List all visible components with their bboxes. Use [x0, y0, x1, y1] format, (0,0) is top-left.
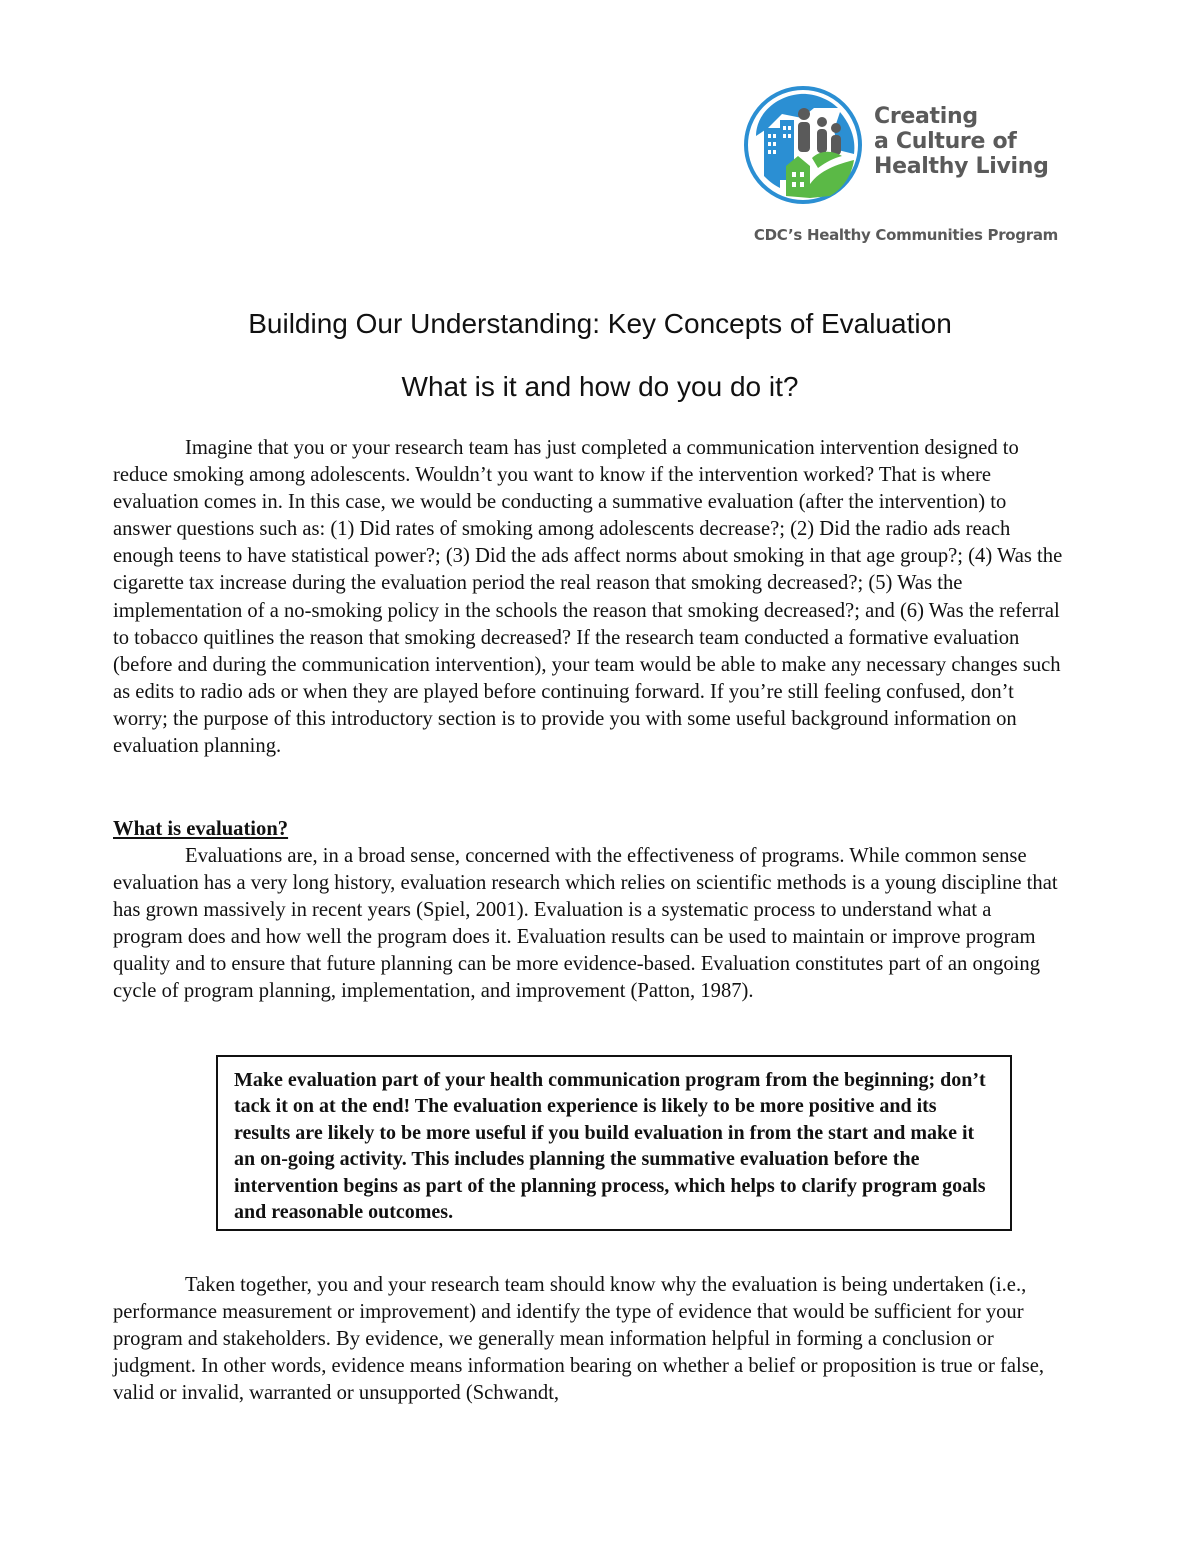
callout-box: Make evaluation part of your health communication program from the beginning; don’t tack it on at the end! The evaluation experience is likely to be more positive and its results are likely to be more useful if you build evaluation in from the start and make it an on-going activity. This includes planning the summative evaluation before the intervention begins as part of the planning process, which helps to clarify program goals and reasonable outcomes.	[216, 1055, 1012, 1231]
document-subtitle: What is it and how do you do it?	[401, 371, 799, 402]
logo-line-1: Creating	[874, 104, 978, 129]
cdc-logo	[742, 84, 1072, 254]
logo-wordmark	[874, 104, 1049, 179]
intro-paragraph: Imagine that you or your research team has just completed a communication intervention designed to reduce smoking among adolescents. Wouldn’t you want to know if the intervention worked? That is where evaluation comes in. In this case, we would be conducting a summative evaluation (after the intervention) to answer questions such as: (1) Did rates of smoking among adolescents decrease?; (2) Did the radio ads reach enough teens to have statistical power?; (3) Did the ads affect norms about smoking in that age group?; (4) Was the cigarette tax increase during the evaluation period the real reason that smoking decreased?; (5) Was the implementation of a no-smoking policy in the schools the reason that smoking decreased?; and (6) Was the referral to tobacco quitlines the reason that smoking decreased? If the research team conducted a formative evaluation (before and during the communication intervention), your team would be able to make any necessary changes such as edits to radio ads or when they are played before continuing forward. If you’re still feeling confused, don’t worry; the purpose of this introductory section is to provide you with some useful background information on evaluation planning.	[113, 437, 1063, 758]
program-name: CDC’s Healthy Communities Program	[753, 226, 1058, 244]
section-paragraph: Evaluations are, in a broad sense, concerned with the effectiveness of programs. While common sense evaluation has a very long history, evaluation research which relies on scientific methods is a young discipline that has grown massively in recent years (Spiel, 2001). Evaluation is a systematic process to understand what a program does and how well the program does it. Evaluation results can be used to maintain or improve program quality and to ensure that future planning can be more evidence-based. Evaluation constitutes part of an ongoing cycle of program planning, implementation, and improvement (Patton, 1987).	[113, 845, 1058, 1003]
logo-line-2: a Culture of	[874, 129, 1017, 154]
document-title: Building Our Understanding: Key Concepts of Evaluation	[248, 308, 952, 339]
city-family-emblem-icon	[742, 84, 864, 206]
closing-paragraph: Taken together, you and your research team should know why the evaluation is being undertaken (i.e., performance measurement or improvement) and identify the type of evidence that would be sufficient for your program and stakeholders. By evidence, we generally mean information helpful in forming a conclusion or judgment. In other words, evidence means information bearing on whether a belief or proposition is true or false, valid or invalid, warranted or unsupported (Schwandt,	[113, 1274, 1045, 1405]
section-heading: What is evaluation?	[113, 818, 289, 840]
logo-line-3: Healthy Living	[874, 154, 1049, 179]
